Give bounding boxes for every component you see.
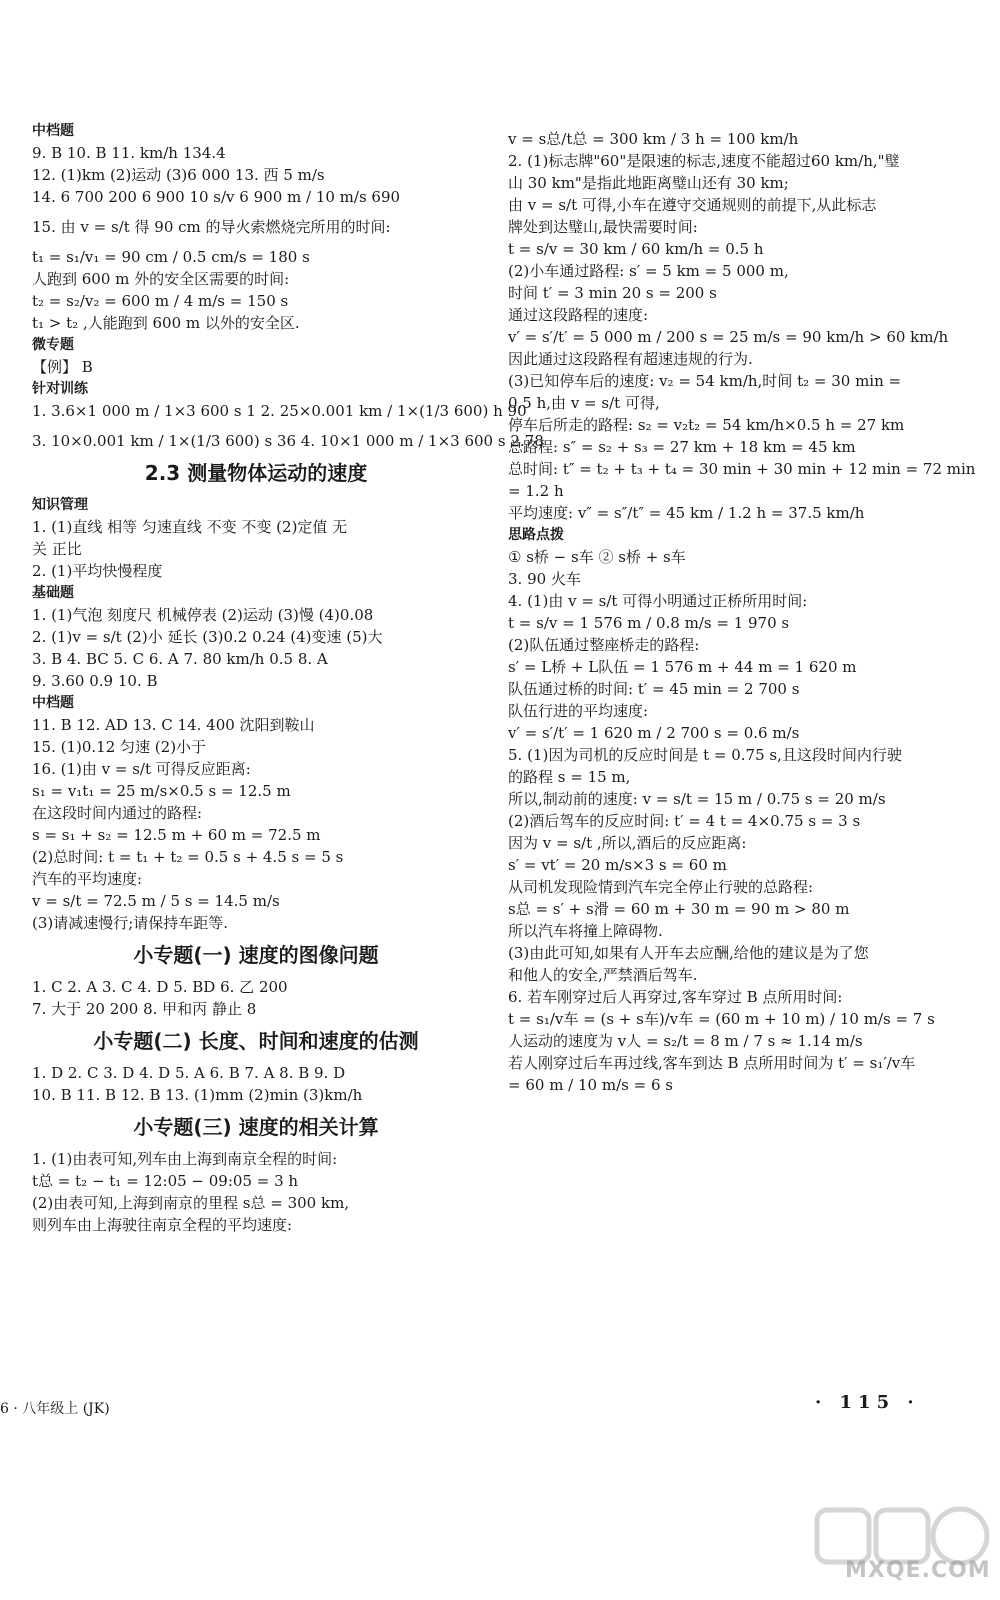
answer-line: 9. 3.60 0.9 10. B: [32, 672, 158, 690]
answer-line: 3. B 4. BC 5. C 6. A 7. 80 km/h 0.5 8. A: [32, 650, 328, 668]
answer-line: 11. B 12. AD 13. C 14. 400 沈阳到鞍山: [32, 716, 315, 734]
answer-line: 人跑到 600 m 外的安全区需要的时间:: [32, 270, 290, 288]
answer-line: 人运动的速度为 v人 = s₂/t = 8 m / 7 s ≈ 1.14 m/s: [508, 1032, 863, 1050]
answer-line: 若人刚穿过后车再过线,客车到达 B 点所用时间为 t′ = s₁′/v车: [508, 1054, 916, 1072]
spacer: [32, 238, 480, 246]
chapter-title: 小专题(三) 速度的相关计算: [133, 1115, 379, 1139]
answer-line: 6. 若车刚穿过后人再穿过,客车穿过 B 点所用时间:: [508, 988, 843, 1006]
answer-line: 从司机发现险情到汽车完全停止行驶的总路程:: [508, 878, 814, 896]
answer-line: 1. 3.6×1 000 m / 1×3 600 s 1 2. 25×0.001 km / 1×(1/3 600) h 90: [32, 402, 527, 420]
chapter-title: 小专题(二) 长度、时间和速度的估测: [93, 1029, 419, 1053]
answer-line: 总路程: s″ = s₂ + s₃ = 27 km + 18 km = 45 km: [508, 438, 856, 456]
answer-line: s总 = s′ + s滑 = 60 m + 30 m = 90 m > 80 m: [508, 900, 850, 918]
spacer: [32, 208, 480, 216]
answer-line: t = s/v = 1 576 m / 0.8 m/s = 1 970 s: [508, 614, 790, 632]
answer-line: (2)酒后驾车的反应时间: t′ = 4 t = 4×0.75 s = 3 s: [508, 812, 861, 830]
spacer: [32, 422, 480, 430]
answer-line: t = s₁/v车 = (s + s车)/v车 = (60 m + 10 m) / 10 m/s = 7 s: [508, 1010, 935, 1028]
section-heading: 针对训练: [32, 381, 88, 397]
answer-line: (2)总时间: t = t₁ + t₂ = 0.5 s + 4.5 s = 5 s: [32, 848, 344, 866]
answer-line: (3)由此可知,如果有人开车去应酬,给他的建议是为了您: [508, 944, 869, 962]
answer-line: 通过这段路程的速度:: [508, 306, 649, 324]
answer-line: 在这段时间内通过的路程:: [32, 804, 203, 822]
answer-line: 14. 6 700 200 6 900 10 s/v 6 900 m / 10 m/s 690: [32, 188, 401, 206]
section-heading: 中档题: [32, 695, 74, 711]
answer-line: 3. 10×0.001 km / 1×(1/3 600) s 36 4. 10×1 000 m / 1×3 600 s 2.78: [32, 432, 544, 450]
answer-line: ① s桥 − s车 ② s桥 + s车: [508, 548, 686, 566]
answer-line: s = s₁ + s₂ = 12.5 m + 60 m = 72.5 m: [32, 826, 321, 844]
answer-line: 牌处到达璧山,最快需要时间:: [508, 218, 698, 236]
answer-line: 因此通过这段路程有超速违规的行为.: [508, 350, 753, 368]
answer-line: s′ = vt′ = 20 m/s×3 s = 60 m: [508, 856, 727, 874]
answer-line: 16. (1)由 v = s/t 可得反应距离:: [32, 760, 251, 778]
answer-line: 15. 由 v = s/t 得 90 cm 的导火索燃烧完所用的时间:: [32, 218, 391, 236]
answer-line: 汽车的平均速度:: [32, 870, 143, 888]
answer-line: v = s/t = 72.5 m / 5 s = 14.5 m/s: [32, 892, 280, 910]
answer-line: 所以汽车将撞上障碍物.: [508, 922, 663, 940]
right-column: [508, 128, 978, 1096]
answer-line: 队伍行进的平均速度:: [508, 702, 649, 720]
answer-line: 1. (1)气泡 刻度尺 机械停表 (2)运动 (3)慢 (4)0.08: [32, 606, 374, 624]
answer-line: s′ = L桥 + L队伍 = 1 576 m + 44 m = 1 620 m: [508, 658, 857, 676]
answer-line: 则列车由上海驶往南京全程的平均速度:: [32, 1216, 293, 1234]
answer-line: 9. B 10. B 11. km/h 134.4: [32, 144, 226, 162]
answer-line: t₁ = s₁/v₁ = 90 cm / 0.5 cm/s = 180 s: [32, 248, 310, 266]
answer-line: 队伍通过桥的时间: t′ = 45 min = 2 700 s: [508, 680, 800, 698]
answer-line: v′ = s′/t′ = 5 000 m / 200 s = 25 m/s = 90 km/h > 60 km/h: [508, 328, 949, 346]
section-heading: 知识管理: [32, 497, 88, 513]
answer-line: t₂ = s₂/v₂ = 600 m / 4 m/s = 150 s: [32, 292, 289, 310]
chapter-title: 2.3 测量物体运动的速度: [144, 461, 368, 485]
page-number: · 115 ·: [815, 1392, 920, 1413]
answer-line: 山 30 km"是指此地距离璧山还有 30 km;: [508, 174, 789, 192]
answer-line: 平均速度: v″ = s″/t″ = 45 km / 1.2 h = 37.5 km/h: [508, 504, 865, 522]
answer-line: 10. B 11. B 12. B 13. (1)mm (2)min (3)km/h: [32, 1086, 363, 1104]
answer-line: 总时间: t″ = t₂ + t₃ + t₄ = 30 min + 30 min + 12 min = 72 min: [508, 460, 976, 478]
section-heading: 微专题: [32, 337, 74, 353]
answer-line: 1. D 2. C 3. D 4. D 5. A 6. B 7. A 8. B 9. D: [32, 1064, 346, 1082]
section-heading: 基础题: [32, 585, 74, 601]
answer-line: 1. (1)直线 相等 匀速直线 不变 不变 (2)定值 无: [32, 518, 348, 536]
answer-line: 2. (1)v = s/t (2)小 延长 (3)0.2 0.24 (4)变速 (5)大: [32, 628, 383, 646]
answer-line: (2)小车通过路程: s′ = 5 km = 5 000 m,: [508, 262, 789, 280]
answer-line: 的路程 s = 15 m,: [508, 768, 631, 786]
answer-line: v′ = s′/t′ = 1 620 m / 2 700 s = 0.6 m/s: [508, 724, 800, 742]
answer-line: 2. (1)标志牌"60"是限速的标志,速度不能超过60 km/h,"璧: [508, 152, 900, 170]
answer-line: 时间 t′ = 3 min 20 s = 200 s: [508, 284, 717, 302]
answer-line: 5. (1)因为司机的反应时间是 t = 0.75 s,且这段时间内行驶: [508, 746, 902, 764]
answer-line: 1. (1)由表可知,列车由上海到南京全程的时间:: [32, 1150, 338, 1168]
answer-line: = 1.2 h: [508, 482, 564, 500]
footer-grade-label: 6 · 八年级上 (JK): [0, 1401, 110, 1417]
answer-line: 和他人的安全,严禁酒后驾车.: [508, 966, 698, 984]
answer-line: = 60 m / 10 m/s = 6 s: [508, 1076, 673, 1094]
answer-line: (3)已知停车后的速度: v₂ = 54 km/h,时间 t₂ = 30 min =: [508, 372, 902, 390]
watermark-text: MXQE.COM: [845, 1558, 991, 1583]
answer-line: v = s总/t总 = 300 km / 3 h = 100 km/h: [508, 130, 799, 148]
answer-line: 3. 90 火车: [508, 570, 581, 588]
answer-line: 4. (1)由 v = s/t 可得小明通过正桥所用时间:: [508, 592, 808, 610]
answer-line: (3)请减速慢行;请保持车距等.: [32, 914, 229, 932]
answer-line: s₁ = v₁t₁ = 25 m/s×0.5 s = 12.5 m: [32, 782, 291, 800]
answer-line: 0.5 h,由 v = s/t 可得,: [508, 394, 660, 412]
answer-line: 12. (1)km (2)运动 (3)6 000 13. 西 5 m/s: [32, 166, 325, 184]
answer-line: 因为 v = s/t ,所以,酒后的反应距离:: [508, 834, 747, 852]
section-heading: 中档题: [32, 123, 74, 139]
answer-line: 7. 大于 20 200 8. 甲和丙 静止 8: [32, 1000, 257, 1018]
answer-line: (2)由表可知,上海到南京的里程 s总 = 300 km,: [32, 1194, 350, 1212]
answer-line: 关 正比: [32, 540, 82, 558]
answer-line: t₁ > t₂ ,人能跑到 600 m 以外的安全区.: [32, 314, 300, 332]
answer-line: t = s/v = 30 km / 60 km/h = 0.5 h: [508, 240, 764, 258]
section-heading: 思路点拨: [508, 527, 564, 543]
chapter-title: 小专题(一) 速度的图像问题: [133, 943, 379, 967]
answer-line: 1. C 2. A 3. C 4. D 5. BD 6. 乙 200: [32, 978, 288, 996]
answer-line: 所以,制动前的速度: v = s/t = 15 m / 0.75 s = 20 m/s: [508, 790, 886, 808]
answer-line: 由 v = s/t 可得,小车在遵守交通规则的前提下,从此标志: [508, 196, 877, 214]
answer-line: 停车后所走的路程: s₂ = v₂t₂ = 54 km/h×0.5 h = 27 km: [508, 416, 905, 434]
answer-line: t总 = t₂ − t₁ = 12:05 − 09:05 = 3 h: [32, 1172, 299, 1190]
answer-line: 2. (1)平均快慢程度: [32, 562, 163, 580]
answer-line: 【例】 B: [32, 358, 93, 376]
answer-line: (2)队伍通过整座桥走的路程:: [508, 636, 700, 654]
answer-line: 15. (1)0.12 匀速 (2)小于: [32, 738, 207, 756]
